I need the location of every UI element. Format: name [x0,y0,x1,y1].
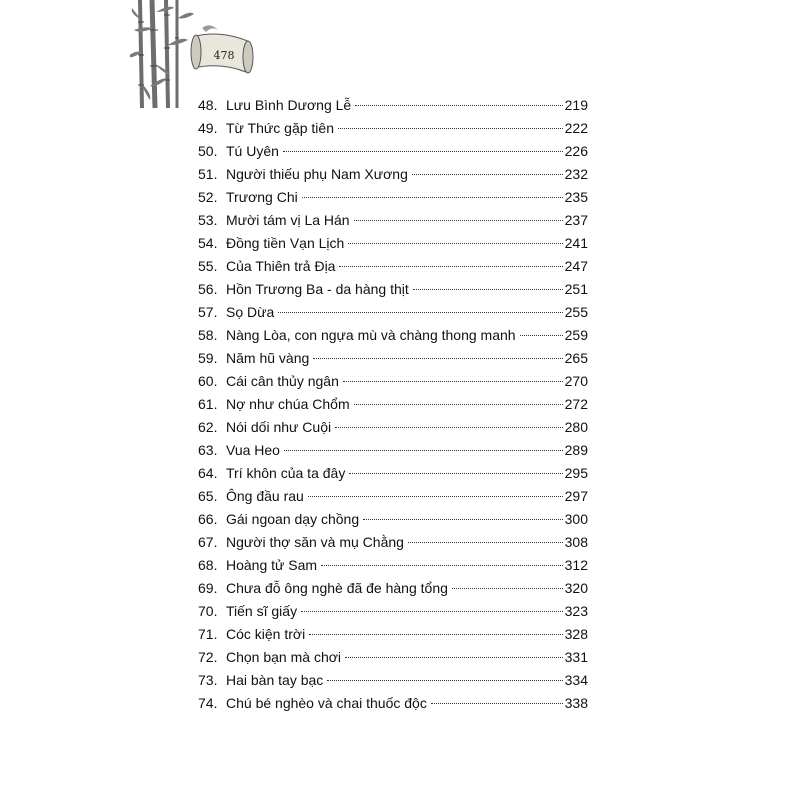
toc-entry-title: Đồng tiền Vạn Lịch [226,235,345,251]
dot-leader [345,657,563,658]
toc-entry-number: 68. [198,557,218,573]
toc-entry [198,439,588,462]
toc-entry [198,255,588,278]
toc-entry-number: 55. [198,258,218,274]
toc-entry-page: 295 [564,465,588,481]
toc-entry-title: Tú Uyên [226,143,279,159]
toc-entry [198,232,588,255]
dot-leader [354,220,563,221]
dot-leader [278,312,562,313]
dot-leader [343,381,563,382]
toc-entry-number: 71. [198,626,218,642]
dot-leader [408,542,563,543]
toc-entry [198,577,588,600]
toc-entry [198,163,588,186]
toc-entry [198,416,588,439]
toc-entry-title: Hai bàn tay bạc [226,672,324,688]
dot-leader [354,404,563,405]
dot-leader [413,289,563,290]
toc-entry-title: Từ Thức gặp tiên [226,120,334,136]
dot-leader [284,450,563,451]
toc-entry-page: 265 [564,350,588,366]
toc-entry-page: 222 [564,120,588,136]
toc-entry-page: 255 [564,304,588,320]
toc-entry-page: 320 [564,580,588,596]
toc-entry-number: 73. [198,672,218,688]
toc-entry [198,600,588,623]
toc-entry-page: 270 [564,373,588,389]
toc-entry [198,531,588,554]
toc-entry-title: Hoàng tử Sam [226,557,318,573]
toc-entry-number: 52. [198,189,218,205]
toc-entry-page: 331 [564,649,588,665]
dot-leader [412,174,563,175]
toc-entry-title: Chọn bạn mà chơi [226,649,342,665]
toc-entry-number: 61. [198,396,218,412]
dot-leader [313,358,562,359]
toc-entry-page: 280 [564,419,588,435]
bamboo-icon [138,0,179,108]
toc-entry [198,370,588,393]
toc-entry-number: 51. [198,166,218,182]
dot-leader [348,243,562,244]
toc-entry-number: 60. [198,373,218,389]
dot-leader [431,703,563,704]
toc-entry-title: Nợ như chúa Chổm [226,396,350,412]
toc-entry-number: 59. [198,350,218,366]
toc-entry [198,393,588,416]
dot-leader [309,634,562,635]
toc-entry [198,462,588,485]
toc-entry-title: Gái ngoan dạy chồng [226,511,360,527]
toc-entry [198,301,588,324]
toc-entry-title: Cái cân thủy ngân [226,373,339,389]
dot-leader [520,335,563,336]
dot-leader [355,105,562,106]
toc-entry-page: 232 [564,166,588,182]
toc-entry-title: Lưu Bình Dương Lễ [226,97,352,113]
toc-entry [198,692,588,715]
toc-entry-title: Cóc kiện trời [226,626,306,642]
toc-entry-number: 48. [198,97,218,113]
toc-entry [198,278,588,301]
toc-entry-page: 241 [564,235,588,251]
toc-entry-number: 69. [198,580,218,596]
dot-leader [302,197,563,198]
toc-entry-page: 338 [564,695,588,711]
toc-entry-page: 300 [564,511,588,527]
toc-entry-page: 226 [564,143,588,159]
dot-leader [321,565,563,566]
toc-entry-page: 328 [564,626,588,642]
toc-entry-number: 57. [198,304,218,320]
toc-entry-number: 74. [198,695,218,711]
toc-entry-number: 63. [198,442,218,458]
toc-entry-number: 54. [198,235,218,251]
dot-leader [452,588,563,589]
toc-entry [198,186,588,209]
toc-entry [198,623,588,646]
toc-entry-page: 247 [564,258,588,274]
toc-entry [198,117,588,140]
toc-entry-page: 272 [564,396,588,412]
toc-entry-title: Trí khôn của ta đây [226,465,346,481]
toc-entry-title: Năm hũ vàng [226,350,310,366]
dot-leader [301,611,563,612]
toc-entry [198,554,588,577]
toc-entry-title: Người thợ săn và mụ Chằng [226,534,404,550]
dot-leader [349,473,562,474]
toc-entry-page: 312 [564,557,588,573]
toc-entry-number: 64. [198,465,218,481]
toc-entry-number: 50. [198,143,218,159]
toc-entry-number: 70. [198,603,218,619]
toc-entry-title: Chưa đỗ ông nghè đã đe hàng tổng [226,580,448,596]
toc-entry [198,94,588,117]
toc-entry-title: Mười tám vị La Hán [226,212,350,228]
toc-entry-page: 237 [564,212,588,228]
toc-entry [198,646,588,669]
toc-entry [198,485,588,508]
toc-entry-number: 72. [198,649,218,665]
dot-leader [308,496,563,497]
dot-leader [363,519,563,520]
toc-entry-number: 65. [198,488,218,504]
dot-leader [335,427,563,428]
toc-entry-title: Hồn Trương Ba - da hàng thịt [226,281,409,297]
toc-entry-number: 66. [198,511,218,527]
toc-entry-title: Nàng Lòa, con ngựa mù và chàng thong manh [226,327,516,343]
page-number: 478 [213,49,235,62]
dot-leader [339,266,562,267]
toc-entry-number: 67. [198,534,218,550]
toc-entry [198,508,588,531]
toc-entry-title: Sọ Dừa [226,304,275,320]
dot-leader [283,151,563,152]
dot-leader [338,128,563,129]
toc-entry-title: Người thiếu phụ Nam Xương [226,166,408,182]
toc-entry [198,209,588,232]
table-of-contents [198,94,588,715]
toc-entry-title: Chú bé nghèo và chai thuốc độc [226,695,427,711]
toc-entry-page: 219 [564,97,588,113]
toc-entry-page: 323 [564,603,588,619]
toc-entry-title: Vua Heo [226,442,280,458]
toc-entry-page: 289 [564,442,588,458]
toc-entry-page: 334 [564,672,588,688]
toc-entry-page: 308 [564,534,588,550]
toc-entry-title: Ông đầu rau [226,488,304,504]
toc-entry [198,324,588,347]
toc-entry-number: 58. [198,327,218,343]
toc-entry [198,669,588,692]
toc-entry-number: 62. [198,419,218,435]
dot-leader [327,680,562,681]
toc-entry-page: 251 [564,281,588,297]
toc-entry-number: 49. [198,120,218,136]
toc-entry-page: 235 [564,189,588,205]
toc-entry-title: Của Thiên trả Địa [226,258,336,274]
toc-entry-page: 259 [564,327,588,343]
toc-entry-title: Tiến sĩ giấy [226,603,298,619]
toc-entry-number: 56. [198,281,218,297]
toc-entry-page: 297 [564,488,588,504]
toc-entry-title: Trương Chi [226,189,298,205]
toc-entry-title: Nói dối như Cuội [226,419,332,435]
toc-entry-number: 53. [198,212,218,228]
toc-entry [198,347,588,370]
toc-entry [198,140,588,163]
